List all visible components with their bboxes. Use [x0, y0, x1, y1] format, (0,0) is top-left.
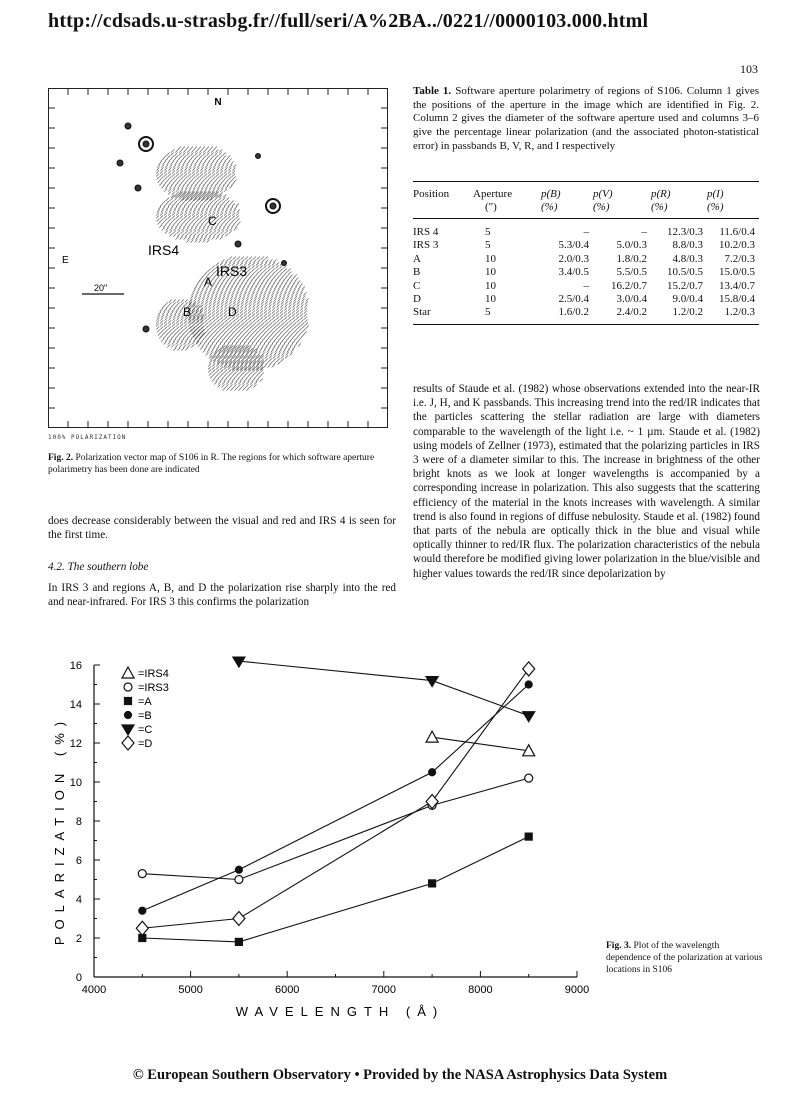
right-column-text: [413, 382, 760, 581]
chart-point: [426, 731, 438, 742]
chart-point: [523, 712, 535, 722]
table-cell: 5: [473, 306, 541, 324]
chart-x-axis-label: WAVELENGTH (Å): [235, 1004, 445, 1019]
chart-y-tick-label: 14: [69, 699, 82, 711]
chart-legend-marker: [122, 667, 134, 678]
table-cell: 15.2/0.7: [666, 279, 703, 292]
table-cell: 8.8/0.3: [672, 239, 703, 252]
fig2-caption-label: Fig. 2.: [48, 453, 74, 463]
chart-legend-label: =C: [138, 724, 153, 736]
chart-y-axis-label: POLARIZATION (%): [52, 714, 67, 946]
table-header-unit: (%): [593, 201, 610, 213]
chart-x-tick-label: 9000: [564, 984, 590, 996]
chart-series-line: [432, 737, 529, 751]
table-cell: 7.2/0.3: [724, 252, 755, 265]
table-row: [413, 253, 759, 266]
chart-legend-label: =B: [138, 710, 152, 722]
fig2-label-a: A: [204, 275, 213, 289]
table-cell: 3.4/0.5: [558, 266, 589, 279]
table-cell: 16.2/0.7: [610, 279, 647, 292]
fig3-caption: [606, 940, 766, 976]
table-row: [413, 266, 759, 279]
table-header-name: p(I): [707, 188, 724, 200]
section-heading: 4.2. The southern lobe: [48, 561, 149, 574]
table-cell: 5: [485, 226, 491, 238]
left-paragraph-1: does decrease considerably between the visual and red and IRS 4 is seen for the first time.: [48, 515, 396, 542]
table-row: [413, 293, 759, 306]
chart-point: [139, 907, 146, 914]
table-cell: 10: [485, 279, 496, 292]
table-header-5: [707, 182, 759, 219]
chart-x-tick-label: 4000: [81, 984, 107, 996]
chart-point: [233, 657, 245, 667]
left-paragraph-2: In IRS 3 and regions A, B, and D the polarization rise sharply into the red and near-infrared. For IRS 3 this confirms the polarization: [48, 581, 396, 608]
fig3-caption-label: Fig. 3.: [606, 941, 632, 951]
fig2-label-c: C: [208, 214, 217, 228]
table-row: [413, 239, 759, 252]
fig2-caption-text: Polarization vector map of S106 in R. The regions for which software aperture polarimetry has been done are indicated: [48, 453, 375, 475]
polarimetry-table: [413, 181, 759, 325]
table-header-name: Aperture: [473, 188, 513, 200]
chart-point: [525, 774, 533, 782]
table-row: [413, 306, 759, 324]
fig2-vector-map: [48, 88, 388, 428]
table-caption-label: Table 1.: [413, 85, 452, 97]
chart-y-tick-label: 16: [69, 660, 82, 672]
table-header-2: [541, 182, 593, 219]
chart-y-tick-label: 0: [75, 972, 82, 984]
chart-legend-label: =D: [138, 738, 153, 750]
right-paragraph: results of Staude et al. (1982) whose observations extended into the near-IR i.e. J, H, and K passbands. This increasing trend into the red/IR indicates that the particles scattering the stellar radiation are large with diameters comparable to the wavelength of the light i.e. ~ 1 µm. Staude et al. (1982) using models of Zellner (1973), estimated that the polarizing particles in IRS 3 were of a diameter similar to this. The increase in brightness of the other bright knots as we look at longer wavelengths is accompanied by a corresponding increase in polarization. This also suggests that the scattering efficiency of the material in the knots increases with wavelength. A similar trend is also found in regions of diffuse nebulosity. Staude et al. (1982) found that parts of the nebula are optically thick in the blue and visual while optically thinner to red/IR flux. The polarization characteristics of the nebula would therefore be modified giving lower polarization in the blue/visible and higher values towards the red/IR since depolarization by: [413, 383, 760, 580]
table-cell: 10: [485, 266, 496, 279]
table-caption: [413, 85, 759, 154]
table-cell: 11.6/0.4: [719, 226, 755, 238]
table-cell: 5.3/0.4: [558, 239, 589, 252]
table-cell: 9.0/0.4: [672, 293, 703, 306]
fig2-label-b: B: [183, 305, 192, 319]
chart-point: [429, 880, 436, 887]
chart-point: [235, 876, 243, 884]
table-cell: 5: [485, 239, 491, 252]
chart-point: [429, 769, 436, 776]
page-number: 103: [740, 62, 758, 76]
fig2-north-label: N: [214, 97, 222, 108]
table-cell: C: [413, 279, 421, 292]
table-cell: IRS 4: [413, 226, 439, 238]
table-header-name: p(R): [651, 188, 671, 200]
table-header-unit: ("): [485, 201, 497, 213]
table-cell: D: [413, 293, 421, 306]
fig2-caption: [48, 452, 388, 476]
chart-y-tick-label: 6: [75, 855, 82, 867]
table-header-unit: (%): [707, 201, 724, 213]
chart-y-tick-label: 10: [69, 777, 82, 789]
table-cell: 5.0/0.3: [616, 239, 647, 252]
fig2-label-irs3: IRS3: [216, 263, 248, 279]
table-cell: 12.3/0.3: [666, 226, 703, 238]
table-cell: 3.0/0.4: [616, 293, 647, 306]
chart-y-tick-label: 8: [75, 816, 82, 828]
table-row: [413, 219, 759, 240]
table-row: [413, 280, 759, 293]
table-cell: 13.4/0.7: [718, 279, 755, 292]
table-cell: 1.8/0.2: [616, 252, 647, 265]
table-cell: 2.5/0.4: [558, 293, 589, 306]
left-column-text: [48, 514, 396, 609]
chart-point: [525, 833, 532, 840]
chart-y-tick-label: 4: [75, 894, 82, 906]
table-cell: IRS 3: [413, 239, 439, 252]
fig2-label-d: D: [228, 305, 237, 319]
table-cell: 2.4/0.2: [593, 306, 651, 324]
fig2-label-irs4: IRS4: [148, 242, 180, 258]
chart-legend-marker: [124, 683, 132, 691]
table-header-1: [473, 182, 541, 219]
chart-point: [235, 866, 242, 873]
chart-point: [138, 870, 146, 878]
table-header-name: Position: [413, 188, 450, 200]
table-cell: –: [583, 279, 589, 292]
fig2-scale-caption: 100% POLARIZATION: [48, 434, 127, 441]
chart-x-tick-label: 5000: [178, 984, 203, 996]
chart-point: [525, 681, 532, 688]
table-cell: 15.8/0.4: [718, 293, 755, 306]
chart-legend-label: =A: [138, 696, 152, 708]
table-caption-text: Software aperture polarimetry of regions of S106. Column 1 gives the positions of the aperture in the image which are identified in Fig. 2. Column 2 gives the diameter of the software aperture used and columns 3–6 give the percentage linear polarization (and the associated photon-statistical error) in passbands B, V, R, and I respectively: [413, 85, 759, 152]
table-header-unit: (%): [541, 201, 558, 213]
table-header-unit: (%): [651, 201, 668, 213]
chart-legend-marker: [122, 725, 134, 735]
table-cell: 1.6/0.2: [541, 306, 593, 324]
table-cell: 1.2/0.2: [651, 306, 707, 324]
chart-legend-marker: [122, 736, 134, 750]
fig3-caption-text: Plot of the wavelength dependence of the polarization at various locations in S106: [606, 941, 763, 975]
table-cell: –: [583, 226, 589, 238]
chart-legend-marker: [125, 698, 132, 705]
table-cell: –: [641, 226, 647, 238]
table-header-3: [593, 182, 651, 219]
table-cell: Star: [413, 306, 473, 324]
fig2-east-label: E: [62, 255, 69, 266]
chart-series-line: [239, 661, 529, 716]
table-cell: 1.2/0.3: [707, 306, 759, 324]
chart-x-tick-label: 6000: [274, 984, 300, 996]
footer-credit: © European Southern Observatory • Provided by the NASA Astrophysics Data System: [132, 1067, 668, 1083]
table-cell: 10.5/0.5: [666, 266, 703, 279]
chart-series-line: [142, 837, 528, 942]
table-cell: 2.0/0.3: [558, 252, 589, 265]
chart-point: [233, 912, 245, 926]
table-cell: A: [413, 252, 421, 265]
fig3-chart: [40, 640, 600, 1030]
chart-y-tick-label: 12: [69, 738, 82, 750]
chart-x-tick-label: 7000: [371, 984, 397, 996]
chart-x-tick-label: 8000: [468, 984, 493, 996]
table-cell: B: [413, 266, 421, 279]
chart-series-line: [142, 669, 528, 928]
chart-legend-marker: [125, 712, 132, 719]
table-header-name: p(B): [541, 188, 561, 200]
table-cell: 5.5/0.5: [616, 266, 647, 279]
fig2-scale-label: 20": [94, 283, 108, 293]
chart-legend-label: =IRS3: [138, 682, 169, 694]
table-cell: 4.8/0.3: [672, 252, 703, 265]
table-cell: 10.2/0.3: [718, 239, 755, 252]
table-header-row: [413, 182, 759, 219]
table-cell: 15.0/0.5: [718, 266, 755, 279]
table-header-0: [413, 182, 473, 219]
table-header-name: p(V): [593, 188, 613, 200]
table-cell: 10: [485, 293, 496, 306]
chart-y-tick-label: 2: [75, 933, 82, 945]
table-cell: 10: [485, 252, 496, 265]
chart-point: [235, 938, 242, 945]
chart-legend-label: =IRS4: [138, 668, 169, 680]
page-url: http://cdsads.u-strasbg.fr//full/seri/A%2BA../0221//0000103.000.html: [48, 10, 649, 32]
chart-point: [136, 921, 148, 935]
fig2-map-svg: [48, 88, 388, 428]
table-header-4: [651, 182, 707, 219]
